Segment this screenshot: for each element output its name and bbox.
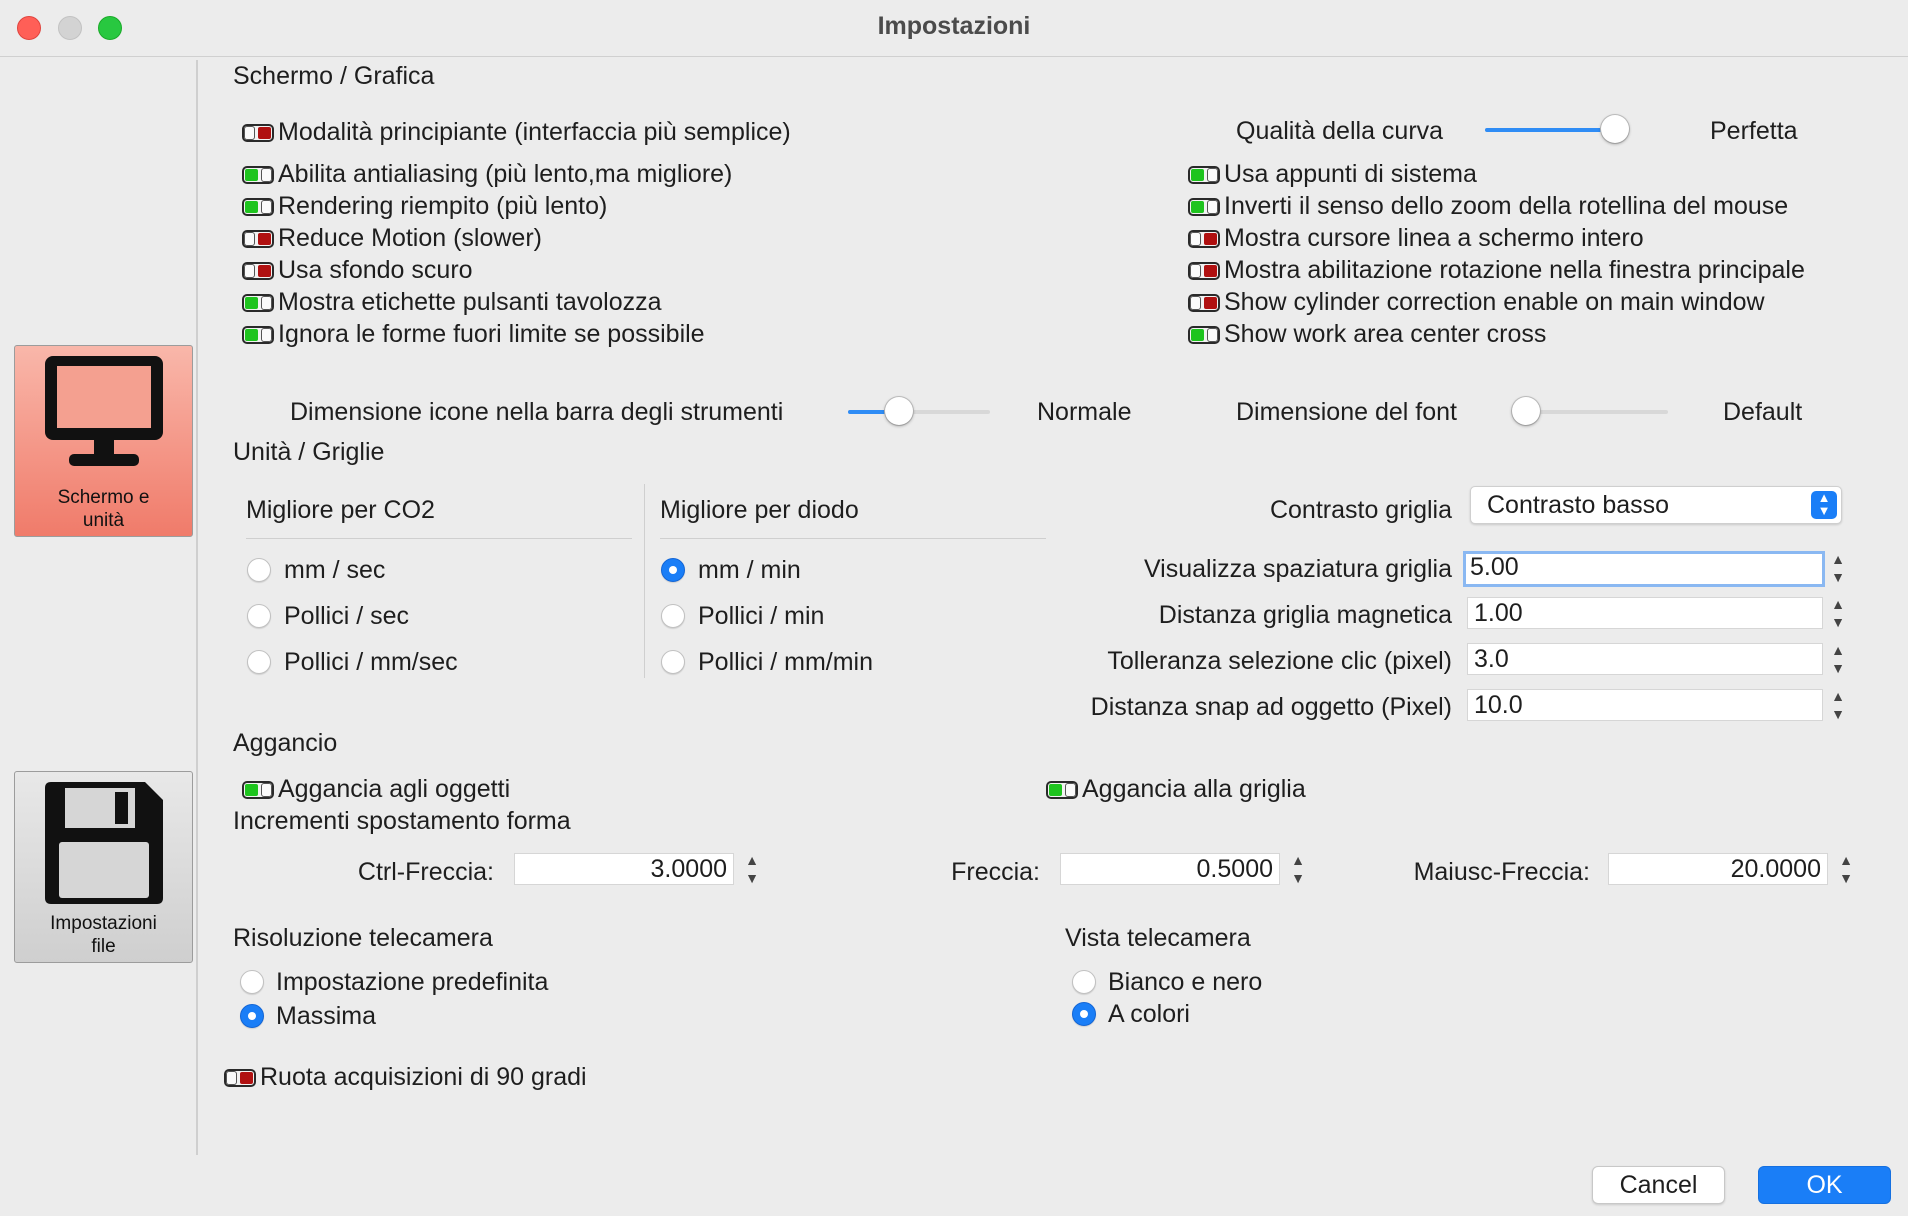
font-size-slider[interactable] bbox=[1512, 410, 1668, 414]
object-snap-distance-stepper[interactable] bbox=[1827, 687, 1849, 723]
label-camera-max: Massima bbox=[276, 1002, 377, 1030]
toggle-snap-objects[interactable] bbox=[242, 781, 274, 799]
curve-quality-value: Perfetta bbox=[1710, 117, 1798, 145]
section-title-camera-resolution: Risoluzione telecamera bbox=[233, 924, 493, 952]
label-object-snap-distance: Distanza snap ad oggetto (Pixel) bbox=[1090, 693, 1452, 721]
ctrl-arrow-stepper[interactable] bbox=[741, 851, 763, 887]
section-title-display: Schermo / Grafica bbox=[233, 62, 435, 90]
diode-separator bbox=[660, 538, 1046, 539]
radio-co2-mm-sec[interactable] bbox=[247, 558, 271, 582]
toggle-palette-labels[interactable] bbox=[242, 294, 274, 312]
label-dark-background: Usa sfondo scuro bbox=[278, 256, 473, 284]
stepper-down-icon[interactable]: ▼ bbox=[745, 870, 759, 886]
arrow-stepper[interactable] bbox=[1287, 851, 1309, 887]
radio-camera-bw[interactable] bbox=[1072, 970, 1096, 994]
toggle-ignore-out-of-bounds[interactable] bbox=[242, 326, 274, 344]
label-rotate-captures: Ruota acquisizioni di 90 gradi bbox=[260, 1063, 587, 1091]
chevron-up-down-icon: ▲ ▼ bbox=[1811, 491, 1837, 519]
shift-arrow-stepper[interactable] bbox=[1835, 851, 1857, 887]
label-ctrl-arrow: Ctrl-Freccia: bbox=[357, 858, 494, 886]
radio-co2-in-sec[interactable] bbox=[247, 604, 271, 628]
toggle-center-cross[interactable] bbox=[1188, 326, 1220, 344]
group-title-co2: Migliore per CO2 bbox=[246, 496, 435, 524]
section-title-nudge: Incrementi spostamento forma bbox=[233, 807, 571, 835]
curve-quality-slider[interactable] bbox=[1485, 128, 1629, 132]
toggle-rotary-enable[interactable] bbox=[1188, 262, 1220, 280]
ok-button[interactable]: OK bbox=[1758, 1166, 1891, 1204]
stepper-down-icon[interactable]: ▼ bbox=[1839, 870, 1853, 886]
ctrl-arrow-input[interactable]: 3.0000 bbox=[514, 853, 734, 885]
stepper-down-icon[interactable]: ▼ bbox=[1831, 706, 1845, 722]
monitor-icon bbox=[41, 352, 167, 472]
arrow-input[interactable]: 0.5000 bbox=[1060, 853, 1280, 885]
sidebar-item-display-units[interactable] bbox=[14, 345, 193, 537]
section-title-snap: Aggancio bbox=[233, 729, 338, 757]
font-size-value: Default bbox=[1723, 398, 1803, 426]
title-bar bbox=[0, 0, 1908, 57]
label-grid-spacing: Visualizza spaziatura griglia bbox=[1143, 555, 1452, 583]
toggle-dark-background[interactable] bbox=[242, 262, 274, 280]
label-snap-grid: Aggancia alla griglia bbox=[1082, 775, 1306, 803]
stepper-up-icon[interactable]: ▲ bbox=[1831, 688, 1845, 704]
label-arrow: Freccia: bbox=[951, 858, 1040, 886]
label-co2-mm-sec: mm / sec bbox=[284, 556, 386, 584]
toggle-snap-grid[interactable] bbox=[1046, 781, 1078, 799]
radio-camera-default[interactable] bbox=[240, 970, 264, 994]
grid-contrast-select[interactable] bbox=[1470, 486, 1842, 524]
toggle-invert-wheel-zoom[interactable] bbox=[1188, 198, 1220, 216]
sidebar-item-label: Schermo e unità bbox=[57, 487, 150, 531]
radio-co2-in-mm-sec[interactable] bbox=[247, 650, 271, 674]
toggle-beginner-mode[interactable] bbox=[242, 124, 274, 142]
label-curve-quality: Qualità della curva bbox=[1236, 117, 1444, 145]
label-diode-in-min: Pollici / min bbox=[698, 602, 825, 630]
sidebar-item-file-settings[interactable] bbox=[14, 771, 193, 963]
click-tolerance-input[interactable]: 3.0 bbox=[1467, 643, 1823, 675]
stepper-up-icon[interactable]: ▲ bbox=[1839, 852, 1853, 868]
label-rotary-enable: Mostra abilitazione rotazione nella finestra principale bbox=[1224, 256, 1805, 284]
label-fullscreen-cursor: Mostra cursore linea a schermo intero bbox=[1224, 224, 1644, 252]
magnetic-grid-input[interactable]: 1.00 bbox=[1467, 597, 1823, 629]
stepper-up-icon[interactable]: ▲ bbox=[1831, 596, 1845, 612]
toggle-fullscreen-cursor[interactable] bbox=[1188, 230, 1220, 248]
stepper-down-icon[interactable]: ▼ bbox=[1831, 614, 1845, 630]
label-camera-color: A colori bbox=[1108, 1000, 1190, 1028]
toggle-rotate-captures[interactable] bbox=[224, 1069, 256, 1087]
label-shift-arrow: Maiusc-Freccia: bbox=[1413, 858, 1590, 886]
stepper-up-icon[interactable]: ▲ bbox=[1831, 551, 1845, 567]
stepper-up-icon[interactable]: ▲ bbox=[745, 852, 759, 868]
toggle-system-clipboard[interactable] bbox=[1188, 166, 1220, 184]
label-antialiasing: Abilita antialiasing (più lento,ma migliore) bbox=[278, 160, 733, 188]
grid-contrast-value: Contrasto basso bbox=[1487, 491, 1670, 519]
stepper-down-icon[interactable]: ▼ bbox=[1291, 870, 1305, 886]
click-tolerance-stepper[interactable] bbox=[1827, 641, 1849, 677]
label-camera-default: Impostazione predefinita bbox=[276, 968, 549, 996]
toolbar-icon-size-slider[interactable] bbox=[848, 410, 990, 414]
toolbar-icon-size-value: Normale bbox=[1037, 398, 1132, 426]
label-click-tolerance: Tolleranza selezione clic (pixel) bbox=[1107, 647, 1452, 675]
label-ignore-out-of-bounds: Ignora le forme fuori limite se possibile bbox=[278, 320, 705, 348]
slider-thumb[interactable] bbox=[1512, 397, 1540, 425]
object-snap-distance-input[interactable]: 10.0 bbox=[1467, 689, 1823, 721]
sidebar-divider bbox=[196, 60, 198, 1155]
magnetic-grid-stepper[interactable] bbox=[1827, 595, 1849, 631]
label-filled-rendering: Rendering riempito (più lento) bbox=[278, 192, 608, 220]
grid-spacing-input[interactable]: 5.00 bbox=[1463, 551, 1825, 587]
label-diode-mm-min: mm / min bbox=[698, 556, 801, 584]
toggle-filled-rendering[interactable] bbox=[242, 198, 274, 216]
label-font-size: Dimensione del font bbox=[1236, 398, 1457, 426]
section-title-camera-view: Vista telecamera bbox=[1065, 924, 1251, 952]
stepper-up-icon[interactable]: ▲ bbox=[1291, 852, 1305, 868]
label-invert-wheel-zoom: Inverti il senso dello zoom della rotellina del mouse bbox=[1224, 192, 1789, 220]
toggle-cylinder-correction[interactable] bbox=[1188, 294, 1220, 312]
shift-arrow-input[interactable]: 20.0000 bbox=[1608, 853, 1828, 885]
label-center-cross: Show work area center cross bbox=[1224, 320, 1547, 348]
toggle-reduce-motion[interactable] bbox=[242, 230, 274, 248]
label-camera-bw: Bianco e nero bbox=[1108, 968, 1263, 996]
slider-thumb[interactable] bbox=[1601, 115, 1629, 143]
window-title: Impostazioni bbox=[877, 12, 1031, 40]
label-reduce-motion: Reduce Motion (slower) bbox=[278, 224, 542, 252]
stepper-down-icon[interactable]: ▼ bbox=[1831, 569, 1845, 585]
sidebar-item-label: Impostazioni file bbox=[50, 913, 157, 957]
label-co2-in-sec: Pollici / sec bbox=[284, 602, 410, 630]
label-palette-labels: Mostra etichette pulsanti tavolozza bbox=[278, 288, 662, 316]
label-diode-in-mm-min: Pollici / mm/min bbox=[698, 648, 874, 676]
radio-diode-mm-min[interactable] bbox=[661, 558, 685, 582]
group-title-diode: Migliore per diodo bbox=[660, 496, 859, 524]
co2-separator bbox=[246, 538, 632, 539]
label-beginner-mode: Modalità principiante (interfaccia più semplice) bbox=[278, 118, 791, 146]
grid-spacing-stepper[interactable] bbox=[1827, 550, 1849, 586]
label-system-clipboard: Usa appunti di sistema bbox=[1224, 160, 1477, 188]
slider-thumb[interactable] bbox=[885, 397, 913, 425]
sidebar bbox=[0, 57, 197, 1157]
toggle-antialiasing[interactable] bbox=[242, 166, 274, 184]
label-cylinder-correction: Show cylinder correction enable on main window bbox=[1224, 288, 1765, 316]
section-title-units: Unità / Griglie bbox=[233, 438, 385, 466]
floppy-disk-icon bbox=[41, 778, 167, 908]
stepper-down-icon[interactable]: ▼ bbox=[1831, 660, 1845, 676]
radio-camera-color[interactable] bbox=[1072, 1002, 1096, 1026]
label-toolbar-icon-size: Dimensione icone nella barra degli strumenti bbox=[290, 398, 784, 426]
cancel-button[interactable]: Cancel bbox=[1592, 1166, 1725, 1204]
label-grid-contrast: Contrasto griglia bbox=[1269, 496, 1452, 524]
units-divider bbox=[644, 484, 645, 678]
radio-diode-in-min[interactable] bbox=[661, 604, 685, 628]
stepper-up-icon[interactable]: ▲ bbox=[1831, 642, 1845, 658]
radio-diode-in-mm-min[interactable] bbox=[661, 650, 685, 674]
radio-camera-max[interactable] bbox=[240, 1004, 264, 1028]
label-co2-in-mm-sec: Pollici / mm/sec bbox=[284, 648, 458, 676]
label-magnetic-grid: Distanza griglia magnetica bbox=[1158, 601, 1452, 629]
label-snap-objects: Aggancia agli oggetti bbox=[278, 775, 511, 803]
